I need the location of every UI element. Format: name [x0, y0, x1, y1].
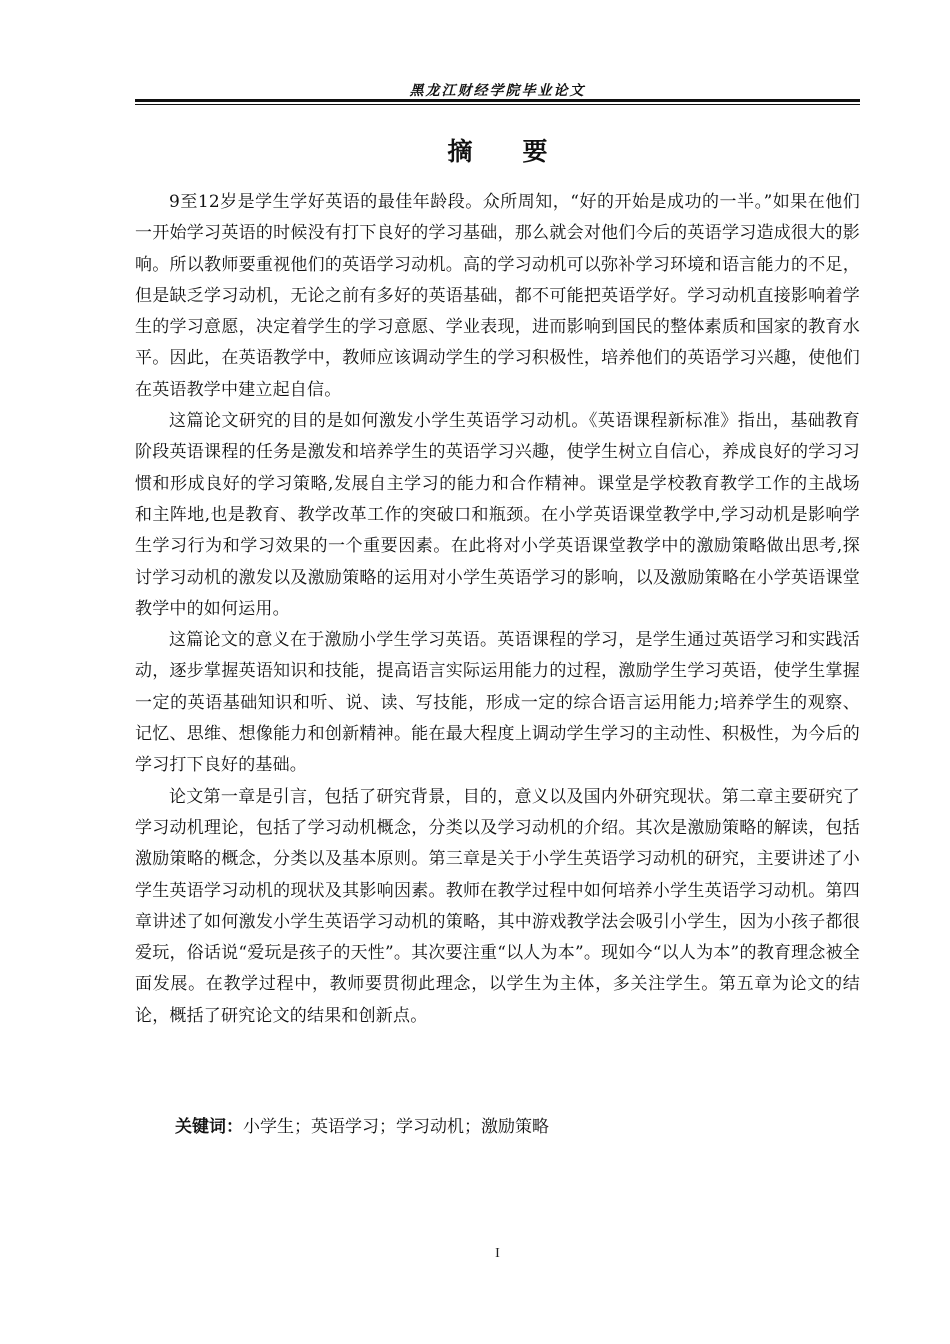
keywords-items: 小学生；英语学习；学习动机；激励策略 [243, 1117, 549, 1137]
keywords-line [175, 1112, 549, 1143]
header-rule-thick [135, 99, 860, 102]
abstract-paragraph-3: 这篇论文的意义在于激励小学生学习英语。英语课程的学习，是学生通过英语学习和实践活动，逐步掌握英语知识和技能，提高语言实际运用能力的过程，激励学生学习英语，使学生掌握一定的英语基础知识和听、说、读、写技能，形成一定的综合语言运用能力;培养学生的观察、记忆、思维、想像能力和创新精神。能在最大程度上调动学生学习的主动性、积极性，为今后的学习打下良好的基础。 [135, 630, 860, 776]
abstract-body [135, 187, 860, 1032]
abstract-paragraph-1: 9至12岁是学生学好英语的最佳年龄段。众所周知，“好的开始是成功的一半。”如果在他们一开始学习英语的时候没有打下良好的学习基础，那么就会对他们今后的英语学习造成很大的影响。所以教师要重视他们的英语学习动机。高的学习动机可以弥补学习环境和语言能力的不足，但是缺乏学习动机，无论之前有多好的英语基础，都不可能把英语学好。学习动机直接影响着学生的学习意愿，决定着学生的学习意愿、学业表现，进而影响到国民的整体素质和国家的教育水平。因此，在英语教学中，教师应该调动学生的学习积极性，培养他们的英语学习兴趣，使他们在英语教学中建立起自信。 [135, 192, 860, 400]
abstract-paragraph-2: 这篇论文研究的目的是如何激发小学生英语学习动机。《英语课程新标准》指出，基础教育阶段英语课程的任务是激发和培养学生的英语学习兴趣，使学生树立自信心，养成良好的学习习惯和形成良好的学习策略,发展自主学习的能力和合作精神。课堂是学校教育教学工作的主战场和主阵地,也是教育、教学改革工作的突破口和瓶颈。在小学英语课堂教学中,学习动机是影响学生学习行为和学习效果的一个重要因素。在此将对小学英语课堂教学中的激励策略做出思考,探讨学习动机的激发以及激励策略的运用对小学生英语学习的影响，以及激励策略在小学英语课堂教学中的如何运用。 [135, 411, 860, 619]
page-number: I [495, 1246, 500, 1261]
keywords-label: 关键词： [175, 1117, 243, 1137]
abstract-paragraph-4: 论文第一章是引言，包括了研究背景，目的，意义以及国内外研究现状。第二章主要研究了学习动机理论，包括了学习动机概念，分类以及学习动机的介绍。其次是激励策略的解读，包括激励策略的概念，分类以及基本原则。第三章是关于小学生英语学习动机的研究，主要讲述了小学生英语学习动机的现状及其影响因素。教师在教学过程中如何培养小学生英语学习动机。第四章讲述了如何激发小学生英语学习动机的策略，其中游戏教学法会吸引小学生，因为小孩子都很爱玩，俗话说“爱玩是孩子的天性”。其次要注重“以人为本”。现如今“以人为本”的教育理念被全面发展。在教学过程中，教师要贯彻此理念，以学生为主体，多关注学生。第五章为论文的结论，概括了研究论文的结果和创新点。 [135, 786, 860, 1026]
abstract-title: 摘要 [447, 137, 598, 166]
header-rule-thin [135, 104, 860, 105]
running-header: 黑龙江财经学院毕业论文 [409, 83, 586, 99]
